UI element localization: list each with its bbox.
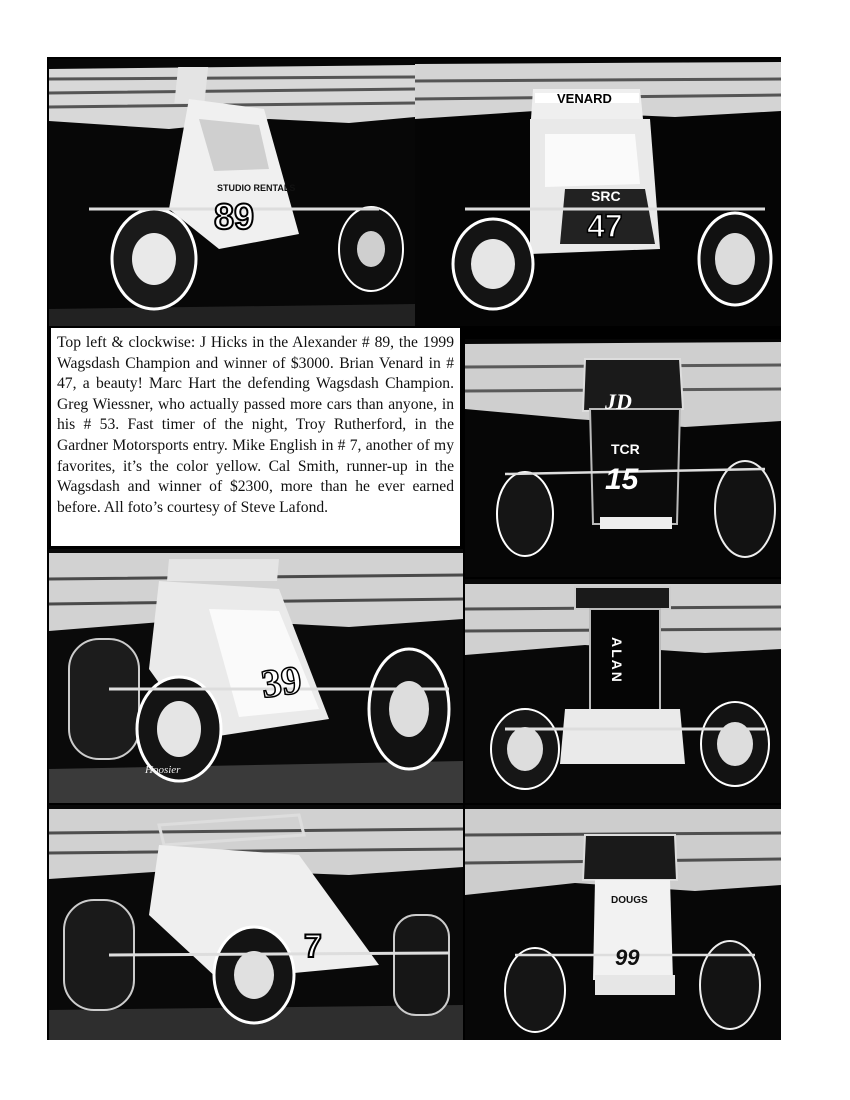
car-number-39: 39 (258, 656, 305, 707)
sponsor-jd: JD (605, 389, 632, 414)
sponsor-dougs: DOUGS (611, 895, 648, 906)
photo-car-alan (465, 579, 781, 803)
side-text-tcr: TCR (611, 441, 640, 457)
photo-collage (47, 57, 781, 1040)
sponsor-studio-rentals: STUDIO RENTALS (217, 183, 296, 193)
car-number-99: 99 (615, 945, 640, 970)
sponsor-alan: ALAN (609, 637, 625, 684)
photo-car-47 (415, 59, 781, 326)
caption-box (49, 326, 462, 548)
car-number-47: 47 (587, 208, 623, 244)
photo-caption: Top left & clockwise: J Hicks in the Alexander # 89, the 1999 Wagsdash Champion and winner of $3000. Brian Venard in # 47, a beauty! Marc Hart the defending Wagsdash Champion. Greg Wiessner, who actually passed more cars than anyone, in his # 53. Fast timer of the night, Troy Rutherford, in the Gardner Motorsports entry. Mike English in # 7, another of my favorites, it’s the color yellow. Cal Smith, runner-up in the Wagsdash and winner of $2300, more than he ever earned before. All foto’s courtesy of Steve Lafond. (57, 334, 454, 516)
photo-car-15 (465, 339, 781, 577)
tire-brand-hoosier: Hoosier (145, 764, 181, 776)
car-number-89: 89 (214, 196, 255, 237)
photo-car-99 (465, 805, 781, 1040)
photo-car-39 (49, 549, 463, 803)
photo-car-7 (49, 805, 463, 1040)
car-number-7: 7 (304, 928, 322, 964)
side-text-src: SRC (591, 188, 621, 204)
photo-car-89 (49, 59, 415, 326)
sponsor-venard: VENARD (557, 91, 612, 106)
car-number-15: 15 (605, 463, 639, 496)
